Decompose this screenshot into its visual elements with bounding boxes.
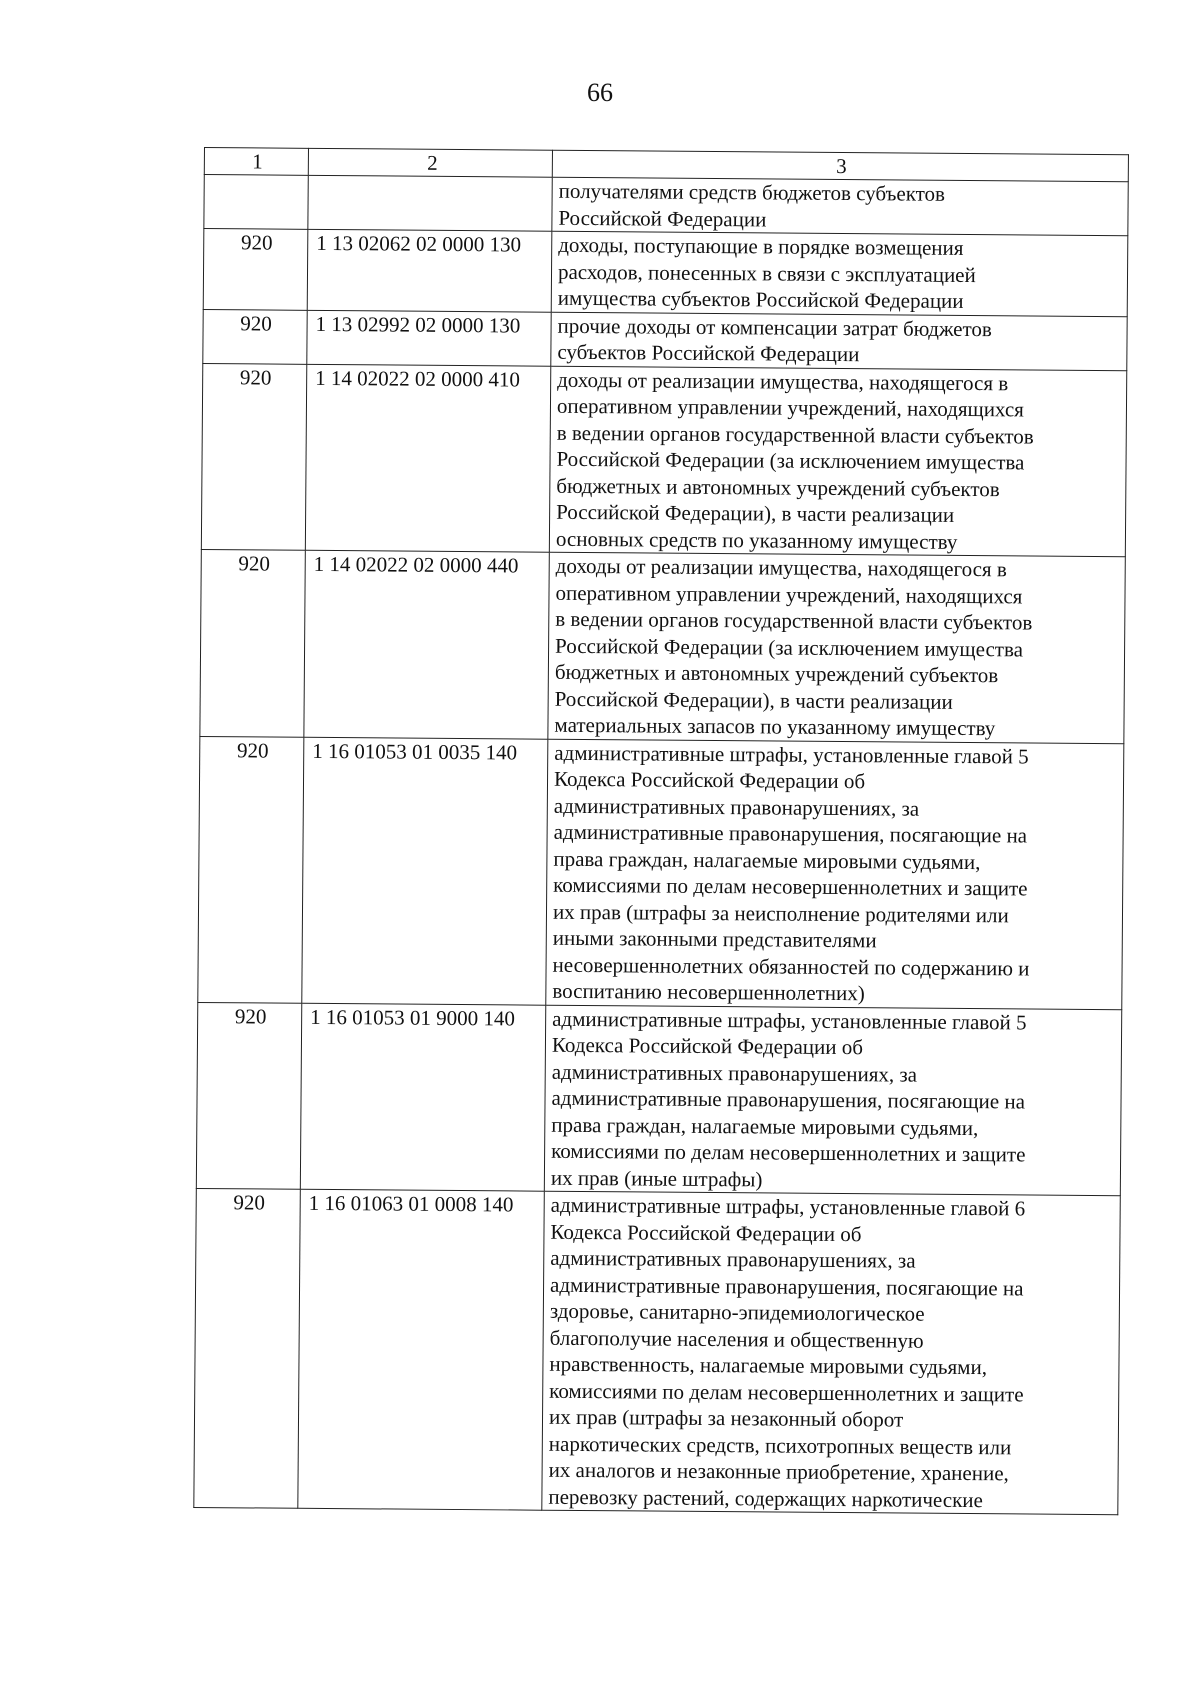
budget-code-cell: 1 16 01053 01 0035 140	[302, 737, 548, 1005]
table-row	[204, 175, 1128, 236]
admin-code-cell: 920	[201, 363, 306, 550]
admin-code-cell: 920	[196, 1002, 301, 1189]
admin-code-cell: 920	[203, 309, 307, 364]
description-cell	[551, 312, 1127, 371]
table-row	[198, 736, 1124, 1009]
admin-code-cell	[204, 175, 308, 230]
description-cell	[548, 552, 1125, 743]
description-text: доходы, поступающие в порядке возмещения расходов, понесенных в связи с эксплуатацией имущества субъектов Российской Федерации	[557, 232, 976, 313]
budget-code-cell: 1 14 02022 02 0000 440	[304, 550, 549, 738]
revenue-codes-table	[193, 147, 1129, 1515]
description-text: получателями средств бюджетов субъектов Российской Федерации	[558, 178, 946, 231]
budget-code-cell: 1 13 02992 02 0000 130	[307, 310, 551, 366]
description-cell	[551, 231, 1128, 316]
admin-code-cell: 920	[200, 549, 305, 736]
description-cell	[546, 739, 1124, 1010]
admin-code-cell: 920	[194, 1188, 301, 1508]
table-row	[203, 229, 1128, 317]
header-col-1: 1	[204, 148, 308, 176]
description-cell	[552, 177, 1128, 236]
description-text: доходы от реализации имущества, находящегося в оперативном управлении учреждений, находящихся в ведении органов государственной власти субъектов Российской Федерации (за исключением имущества бюджетных и автономных учреждений субъектов Российской Федерации), в части реализации основных средств по указанному имуществу	[555, 367, 1034, 554]
table-row	[194, 1188, 1120, 1514]
budget-code-cell: 1 14 02022 02 0000 410	[305, 364, 550, 552]
budget-code-cell	[308, 175, 552, 231]
table-row	[200, 549, 1125, 743]
description-text: административные штрафы, установленные главой 6 Кодекса Российской Федерации об административных правонарушениях, за административные правонарушения, посягающие на здоровье, санитарно-эпидемиологическое благополучие населения и общественную нравственность, налагаемые мировыми судьями, комиссиями по делам несовершеннолетних и защите их прав (штрафы за незаконный оборот наркотических средств, психотропных веществ или их аналогов и незаконные приобретение, хранение, перевозку растений, содержащих наркотические	[548, 1192, 1026, 1512]
description-cell	[542, 1191, 1120, 1515]
budget-code-cell: 1 16 01063 01 0008 140	[298, 1189, 544, 1510]
description-text: административные штрафы, установленные главой 5 Кодекса Российской Федерации об административных правонарушениях, за административные правонарушения, посягающие на права граждан, налагаемые мировыми судьями, комиссиями по делам несовершеннолетних и защите их прав (иные штрафы)	[550, 1006, 1027, 1191]
admin-code-cell: 920	[203, 229, 308, 310]
header-col-2: 2	[308, 148, 552, 177]
budget-code-cell: 1 16 01053 01 9000 140	[300, 1003, 545, 1191]
description-cell	[544, 1005, 1121, 1196]
admin-code-cell: 920	[198, 736, 304, 1003]
budget-code-cell: 1 13 02062 02 0000 130	[307, 229, 552, 311]
table-row	[196, 1002, 1121, 1196]
description-cell	[549, 366, 1126, 557]
description-text: административные штрафы, установленные главой 5 Кодекса Российской Федерации об административных правонарушениях, за административные правонарушения, посягающие на права граждан, налагаемые мировыми судьями, комиссиями по делам несовершеннолетних и защите их прав (штрафы за неисполнение родителями или иными законными представителями несовершеннолетних обязанностей по содержанию и воспитанию несовершеннолетних)	[552, 740, 1030, 1006]
description-text: прочие доходы от компенсации затрат бюджетов субъектов Российской Федерации	[557, 313, 992, 367]
table-row	[201, 363, 1126, 557]
description-text: доходы от реализации имущества, находящегося в оперативном управлении учреждений, находящихся в ведении органов государственной власти субъектов Российской Федерации (за исключением имущества бюджетных и автономных учреждений субъектов Российской Федерации), в части реализации материальных запасов по указанному имуществу	[554, 553, 1033, 741]
header-col-3: 3	[552, 150, 1128, 182]
table-row	[203, 309, 1127, 370]
page-number: 66	[587, 78, 613, 107]
